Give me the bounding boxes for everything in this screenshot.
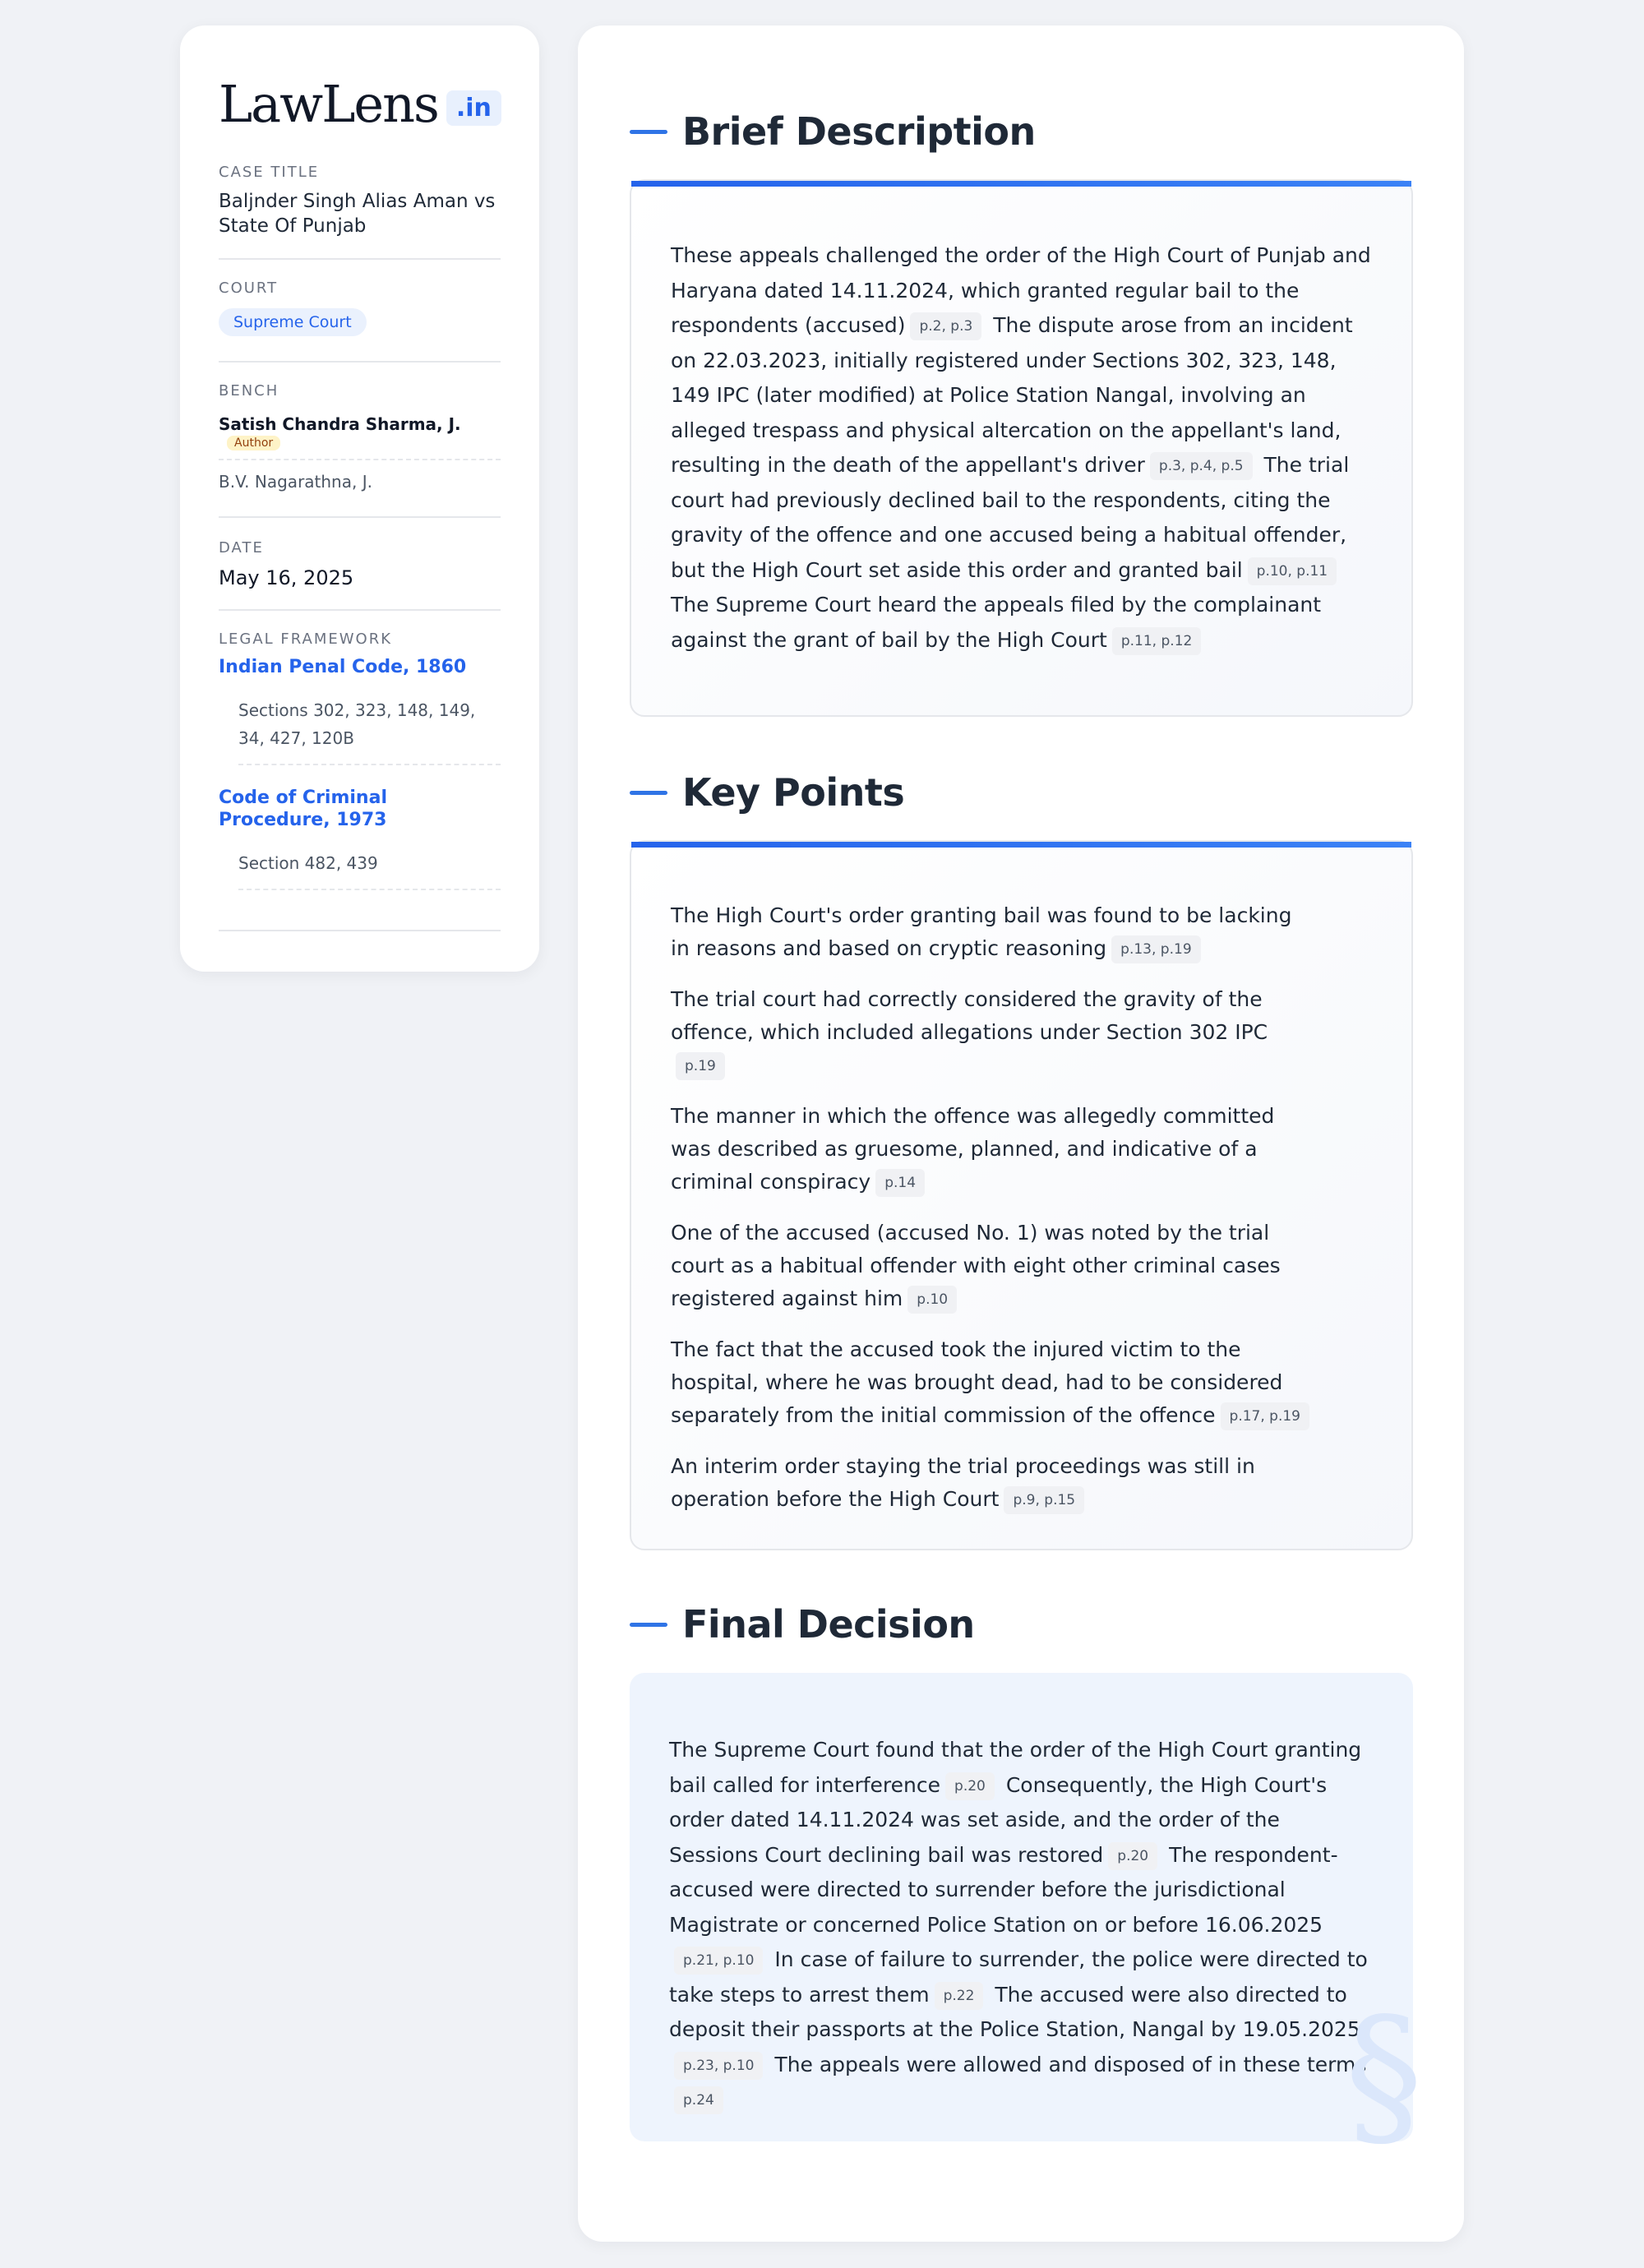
brief-description-heading (630, 109, 1036, 154)
decision-text-segment: The respondent-accused were directed to surrender before the jurisdictional Magistrate or concerned Police Station on or before 16.06.2025 (669, 1842, 1338, 1937)
page-citation[interactable]: p.22 (935, 1982, 984, 2010)
page-citation[interactable]: p.10, p.11 (1248, 557, 1337, 585)
brief-text-segment: These appeals challenged the order of the High Court of Punjab and Haryana dated 14.11.2024, which granted regular bail to the respondents (accused) (671, 243, 1371, 337)
heading-accent-bar (630, 1623, 667, 1627)
logo-domain-badge: .in (446, 90, 501, 126)
court-badge: Supreme Court (219, 308, 367, 336)
final-decision-text (630, 1673, 1413, 2118)
page-citation[interactable]: p.24 (674, 2086, 723, 2114)
page-citation[interactable]: p.23, p.10 (674, 2052, 763, 2080)
act-sections: Section 482, 439 (238, 849, 501, 890)
decision-text-segment: The appeals were allowed and disposed of in these terms (774, 2052, 1367, 2076)
page-citation[interactable]: p.10 (907, 1286, 957, 1314)
act-link-ipc[interactable]: Indian Penal Code, 1860 (219, 657, 467, 677)
case-title-section (219, 141, 501, 260)
section-symbol-icon: § (1345, 1984, 1423, 2166)
date-label: DATE (219, 539, 264, 557)
page-citation[interactable]: p.3, p.4, p.5 (1150, 452, 1253, 480)
page-citation[interactable]: p.2, p.3 (910, 312, 981, 340)
date-section (219, 518, 501, 611)
date-value: May 16, 2025 (219, 566, 354, 589)
section-title: Key Points (682, 770, 905, 815)
act-sections: Sections 302, 323, 148, 149, 34, 427, 120B (238, 696, 501, 765)
brief-description-card (630, 179, 1413, 717)
page-citation[interactable]: p.14 (875, 1169, 925, 1197)
key-points-card (630, 840, 1413, 1550)
court-label: COURT (219, 279, 279, 297)
bench-section (219, 363, 501, 518)
author-badge: Author (227, 436, 280, 450)
heading-accent-bar (630, 130, 667, 134)
key-point-text: An interim order staying the trial proceedings was still in operation before the High Court (671, 1454, 1255, 1511)
brief-text-segment: The dispute arose from an incident on 22.03.2023, initially registered under Sections 302, 323, 148, 149 IPC (later modified) at Police Station Nangal, involving an alleged trespass and physical altercation on the appellant's land, resulting in the death of the appellant's driver (671, 313, 1353, 477)
logo-wordmark: LawLens (219, 73, 438, 134)
key-point-item (671, 1100, 1372, 1199)
page-citation[interactable]: p.13, p.19 (1111, 935, 1200, 963)
summary-main-card (578, 25, 1464, 2242)
heading-accent-bar (630, 791, 667, 795)
brief-text-segment: The Supreme Court heard the appeals filed by the complainant against the grant of bail by the High Court (671, 593, 1322, 652)
final-decision-card (630, 1673, 1423, 2166)
judge-name: B.V. Nagarathna, J. (219, 472, 372, 492)
key-point-text: The High Court's order granting bail was found to be lacking in reasons and based on cryptic reasoning (671, 903, 1292, 960)
key-point-item (671, 1333, 1372, 1432)
decision-text-segment: In case of failure to surrender, the police were directed to take steps to arrest them (669, 1947, 1368, 2007)
key-points-heading (630, 770, 904, 815)
key-point-text: One of the accused (accused No. 1) was noted by the trial court as a habitual offender with eight other criminal cases registered against him (671, 1221, 1281, 1310)
judge-name: Satish Chandra Sharma, J. (219, 414, 461, 434)
section-title: Brief Description (682, 109, 1036, 154)
decision-text-segment: Consequently, the High Court's order dated 14.11.2024 was set aside, and the order of the Sessions Court declining bail was restored (669, 1772, 1328, 1867)
key-point-text: The trial court had correctly considered the gravity of the offence, which included allegations under Section 302 IPC (671, 987, 1268, 1044)
key-point-item (671, 899, 1372, 965)
key-points-list (631, 842, 1411, 1516)
page-citation[interactable]: p.11, p.12 (1112, 627, 1201, 655)
brief-description-text (631, 181, 1411, 658)
case-sidebar (180, 25, 539, 972)
site-logo[interactable] (219, 67, 501, 141)
case-title-label: CASE TITLE (219, 164, 320, 181)
key-point-item (671, 1217, 1372, 1315)
key-point-text: The manner in which the offence was allegedly committed was described as gruesome, planned, and indicative of a criminal conspiracy (671, 1104, 1275, 1194)
act-link-crpc[interactable]: Code of Criminal Procedure, 1973 (219, 788, 387, 830)
final-decision-heading (630, 1602, 975, 1647)
page-citation[interactable]: p.21, p.10 (674, 1947, 763, 1975)
page-citation[interactable]: p.20 (1108, 1842, 1157, 1870)
bench-judge (219, 414, 501, 460)
page-citation[interactable]: p.9, p.15 (1004, 1486, 1084, 1514)
case-title-value: Baljnder Singh Alias Aman vs State Of Punjab (219, 191, 496, 237)
key-point-item (671, 1450, 1372, 1516)
legal-framework-section (219, 611, 501, 931)
decision-text-segment: The Supreme Court found that the order of the High Court granting bail called for interference (669, 1738, 1362, 1797)
legal-framework-label: LEGAL FRAMEWORK (219, 631, 393, 648)
page-citation[interactable]: p.17, p.19 (1221, 1402, 1309, 1430)
page-citation[interactable]: p.20 (945, 1772, 995, 1800)
court-section (219, 260, 501, 363)
section-title: Final Decision (682, 1602, 975, 1647)
bench-label: BENCH (219, 382, 279, 400)
key-point-item (671, 983, 1372, 1082)
brief-text-segment: The trial court had previously declined bail to the respondents, citing the gravity of the offence and one accused being a habitual offender, but the High Court set aside this order and granted bail (671, 453, 1350, 582)
key-point-text: The fact that the accused took the injured victim to the hospital, where he was brought dead, had to be considered separately from the initial commission of the offence (671, 1337, 1283, 1427)
decision-text-segment: The accused were also directed to deposit their passports at the Police Station, Nangal by 19.05.2025 (669, 1982, 1360, 2041)
page-citation[interactable]: p.19 (676, 1052, 725, 1080)
